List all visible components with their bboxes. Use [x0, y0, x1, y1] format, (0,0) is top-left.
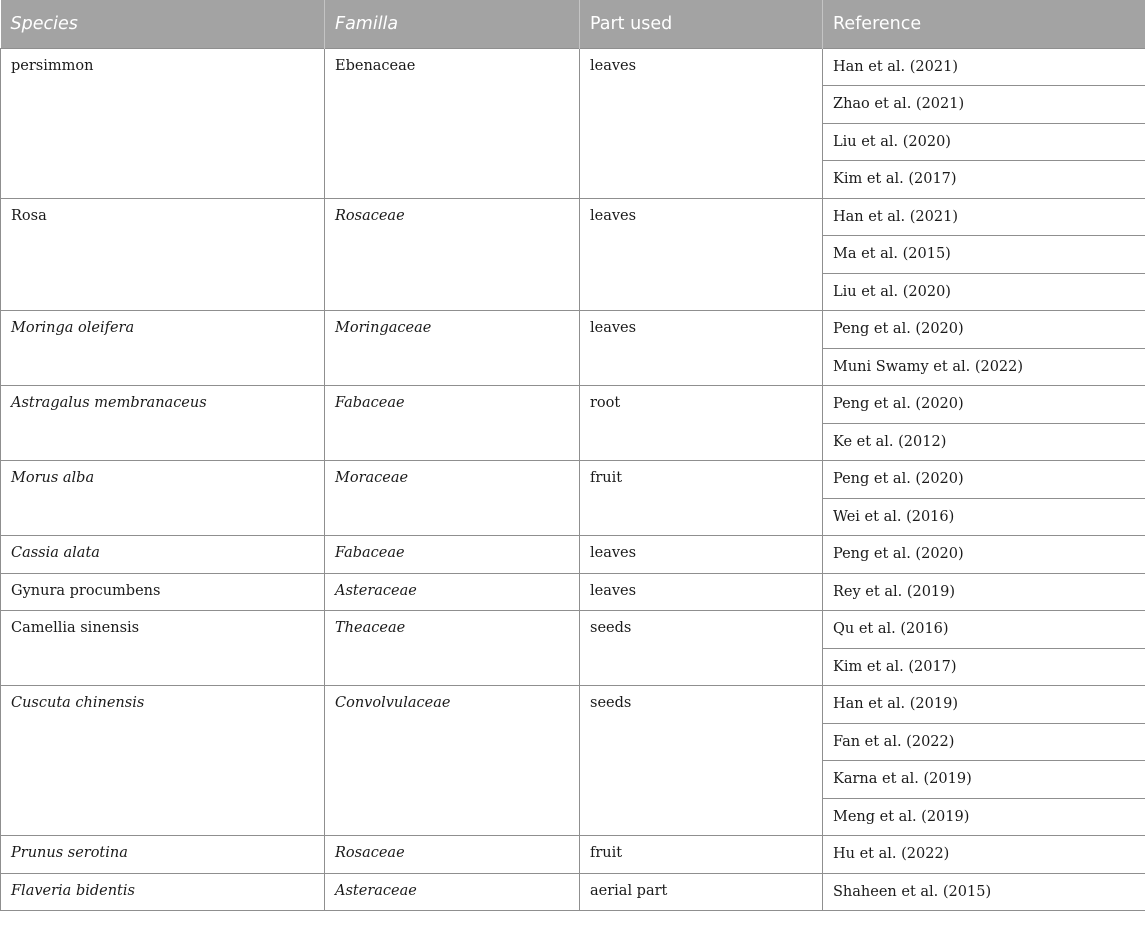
table-row [1, 461, 1145, 499]
reference-cell: Muni Swamy et al. (2022) [823, 348, 1145, 386]
table-row [1, 536, 1145, 574]
part-used-cell: seeds [580, 611, 823, 686]
species-cell: persimmon [1, 48, 325, 198]
familia-cell: Rosaceae [325, 836, 580, 874]
table-row [1, 48, 1145, 86]
reference-cell: Meng et al. (2019) [823, 798, 1145, 836]
reference-cell: Peng et al. (2020) [823, 461, 1145, 499]
header-species: Species [1, 0, 325, 48]
species-cell: Camellia sinensis [1, 611, 325, 686]
table-body [1, 48, 1145, 911]
reference-cell: Kim et al. (2017) [823, 648, 1145, 686]
reference-cell: Han et al. (2021) [823, 48, 1145, 86]
header-reference: Reference [823, 0, 1145, 48]
reference-cell: Shaheen et al. (2015) [823, 873, 1145, 911]
header-familia: Familla [325, 0, 580, 48]
header-row [1, 0, 1145, 48]
species-cell: Prunus serotina [1, 836, 325, 874]
reference-cell: Liu et al. (2020) [823, 123, 1145, 161]
reference-cell: Peng et al. (2020) [823, 386, 1145, 424]
familia-cell: Asteraceae [325, 873, 580, 911]
species-cell: Cassia alata [1, 536, 325, 574]
familia-cell: Asteraceae [325, 573, 580, 611]
familia-cell: Moraceae [325, 461, 580, 536]
table-row [1, 311, 1145, 349]
familia-cell: Fabaceae [325, 386, 580, 461]
part-used-cell: fruit [580, 461, 823, 536]
reference-cell: Rey et al. (2019) [823, 573, 1145, 611]
species-cell: Cuscuta chinensis [1, 686, 325, 836]
part-used-cell: leaves [580, 48, 823, 198]
reference-cell: Karna et al. (2019) [823, 761, 1145, 799]
reference-cell: Hu et al. (2022) [823, 836, 1145, 874]
table-row [1, 836, 1145, 874]
reference-cell: Han et al. (2021) [823, 198, 1145, 236]
reference-cell: Ma et al. (2015) [823, 236, 1145, 274]
familia-cell: Rosaceae [325, 198, 580, 311]
part-used-cell: aerial part [580, 873, 823, 911]
species-cell: Gynura procumbens [1, 573, 325, 611]
reference-cell: Wei et al. (2016) [823, 498, 1145, 536]
part-used-cell: seeds [580, 686, 823, 836]
reference-cell: Peng et al. (2020) [823, 536, 1145, 574]
species-cell: Moringa oleifera [1, 311, 325, 386]
species-cell: Flaveria bidentis [1, 873, 325, 911]
familia-cell: Fabaceae [325, 536, 580, 574]
part-used-cell: leaves [580, 573, 823, 611]
reference-cell: Fan et al. (2022) [823, 723, 1145, 761]
table-row [1, 573, 1145, 611]
part-used-cell: leaves [580, 536, 823, 574]
reference-cell: Ke et al. (2012) [823, 423, 1145, 461]
familia-cell: Ebenaceae [325, 48, 580, 198]
reference-cell: Qu et al. (2016) [823, 611, 1145, 649]
reference-cell: Liu et al. (2020) [823, 273, 1145, 311]
part-used-cell: root [580, 386, 823, 461]
table-row [1, 386, 1145, 424]
table-row [1, 686, 1145, 724]
species-cell: Astragalus membranaceus [1, 386, 325, 461]
table-row [1, 198, 1145, 236]
reference-cell: Han et al. (2019) [823, 686, 1145, 724]
species-cell: Rosa [1, 198, 325, 311]
part-used-cell: leaves [580, 311, 823, 386]
familia-cell: Theaceae [325, 611, 580, 686]
header-part-used: Part used [580, 0, 823, 48]
reference-cell: Kim et al. (2017) [823, 161, 1145, 199]
reference-cell: Peng et al. (2020) [823, 311, 1145, 349]
familia-cell: Convolvulaceae [325, 686, 580, 836]
reference-cell: Zhao et al. (2021) [823, 86, 1145, 124]
part-used-cell: fruit [580, 836, 823, 874]
species-cell: Morus alba [1, 461, 325, 536]
part-used-cell: leaves [580, 198, 823, 311]
familia-cell: Moringaceae [325, 311, 580, 386]
table-row [1, 873, 1145, 911]
table-row [1, 611, 1145, 649]
